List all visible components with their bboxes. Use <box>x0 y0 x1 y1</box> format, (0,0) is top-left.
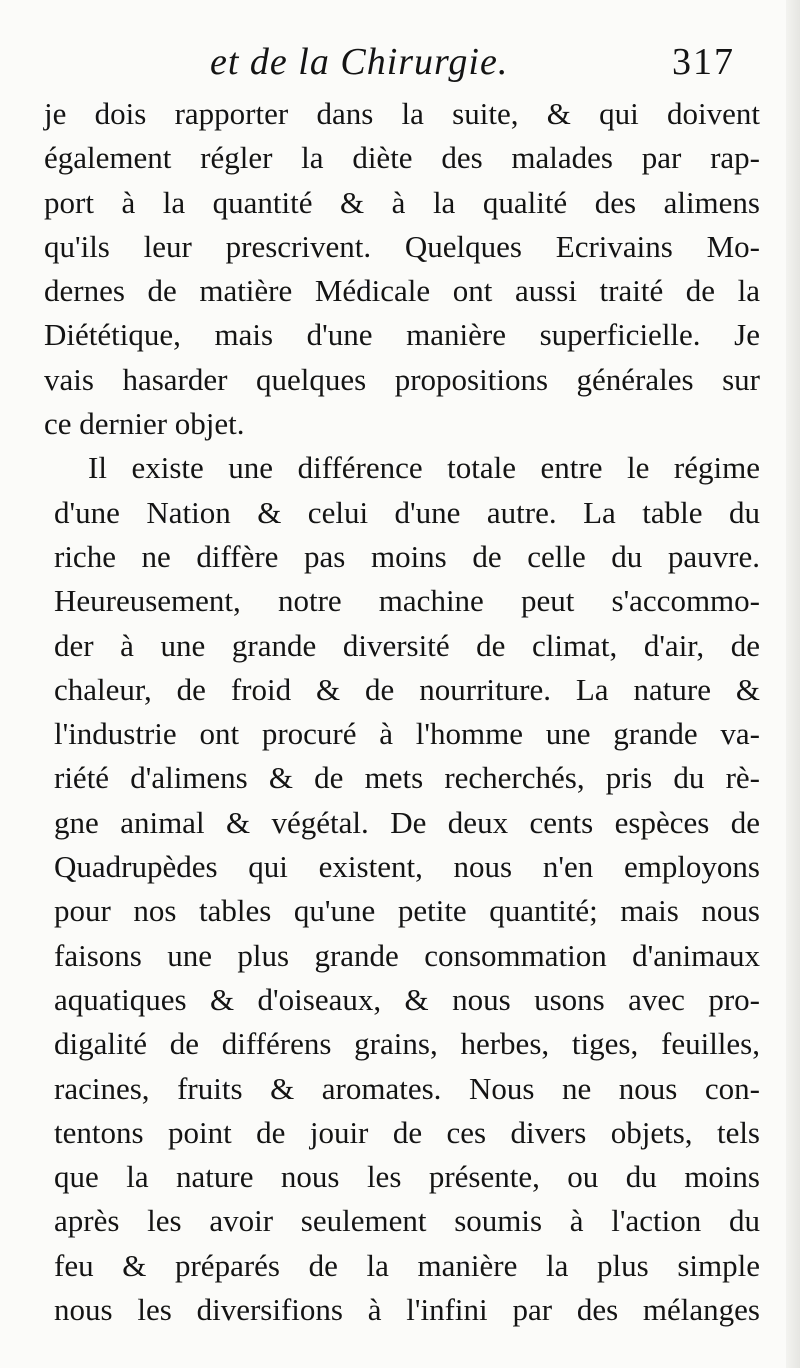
text-line: dernes de matière Médicale ont aussi traité de la <box>44 273 760 309</box>
text-line: d'une Nation & celui d'une autre. La table du <box>54 494 760 530</box>
text-line: feu & préparés de la manière la plus simple <box>54 1247 760 1283</box>
text-line: racines, fruits & aromates. Nous ne nous con- <box>54 1070 760 1106</box>
running-head: et de la Chirurgie. <box>210 41 509 83</box>
text-line: port à la quantité & à la qualité des alimens <box>44 184 760 220</box>
paragraph <box>44 92 760 446</box>
text-line: riche ne diffère pas moins de celle du pauvre. <box>54 538 760 574</box>
text-line: Il existe une différence totale entre le régime <box>88 450 760 486</box>
page-header <box>0 40 800 100</box>
text-line: Diététique, mais d'une manière superficielle. Je <box>44 317 760 353</box>
text-line: gne animal & végétal. De deux cents espèces de <box>54 804 760 840</box>
body-text <box>44 92 760 1332</box>
text-line: nous les diversifions à l'infini par des mélanges <box>54 1292 760 1328</box>
text-line: ce dernier objet. <box>44 406 245 442</box>
page-edge <box>786 0 800 1368</box>
text-line: der à une grande diversité de climat, d'air, de <box>54 627 760 663</box>
text-line: tentons point de jouir de ces divers objets, tels <box>54 1114 760 1150</box>
text-line: chaleur, de froid & de nourriture. La nature & <box>54 671 760 707</box>
text-line: qu'ils leur prescrivent. Quelques Ecrivains Mo- <box>44 228 760 264</box>
page-number: 317 <box>672 41 735 83</box>
text-line: je dois rapporter dans la suite, & qui doivent <box>44 96 760 131</box>
text-line: pour nos tables qu'une petite quantité; mais nous <box>54 893 760 929</box>
text-line: que la nature nous les présente, ou du moins <box>54 1159 760 1195</box>
text-line: faisons une plus grande consommation d'animaux <box>54 937 760 973</box>
paragraph <box>44 446 760 1332</box>
text-line: Quadrupèdes qui existent, nous n'en employons <box>54 849 760 885</box>
text-line: après les avoir seulement soumis à l'action du <box>54 1203 760 1239</box>
text-line: aquatiques & d'oiseaux, & nous usons avec pro- <box>54 981 760 1017</box>
text-line: digalité de différens grains, herbes, tiges, feuilles, <box>54 1026 760 1062</box>
text-line: riété d'alimens & de mets recherchés, pris du rè- <box>54 760 760 796</box>
text-line: vais hasarder quelques propositions générales sur <box>44 361 760 397</box>
text-line: Heureusement, notre machine peut s'accommo- <box>54 583 760 619</box>
text-line: l'industrie ont procuré à l'homme une grande va- <box>54 716 760 752</box>
text-line: également régler la diète des malades par rap- <box>44 140 760 176</box>
